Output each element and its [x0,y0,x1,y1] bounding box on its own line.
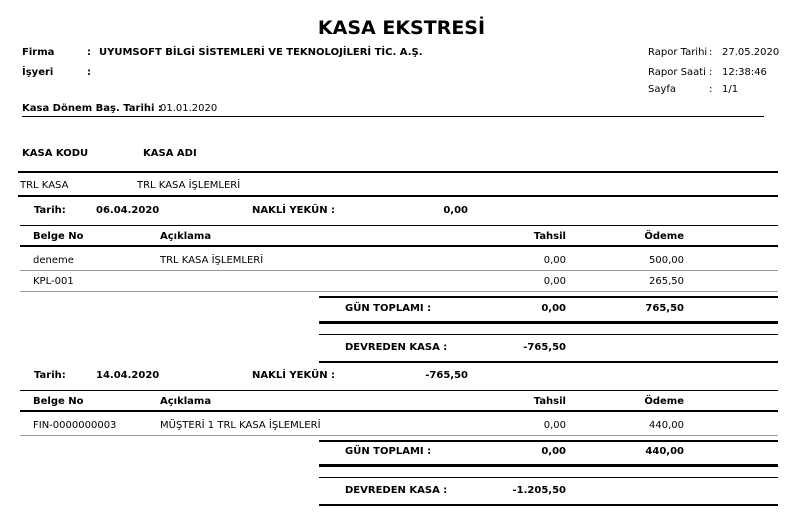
row-odeme: 265,50 [649,276,684,287]
gun-toplami-odeme: 440,00 [645,446,684,457]
col-tahsil: Tahsil [533,396,566,407]
header-divider [22,116,764,117]
row-belge-no: deneme [33,255,74,266]
row-aciklama: TRL KASA İŞLEMLERİ [160,255,264,266]
table-top-line [20,225,778,226]
nakli-yekun-value: -765,50 [425,370,468,381]
col-belge-no: Belge No [33,231,84,242]
report-title: KASA EKSTRESİ [317,17,486,39]
devreden-kasa-value: -765,50 [523,342,566,353]
gun-toplami-tahsil: 0,00 [541,303,566,314]
devreden-kasa-label: DEVREDEN KASA : [345,342,448,353]
row-belge-no: FIN-0000000003 [33,420,117,431]
devreden-bottom-line [319,361,778,363]
group-date: 14.04.2020 [96,370,160,381]
isyeri-colon: : [87,67,91,78]
donem-label: Kasa Dönem Baş. Tarihi : [22,103,162,114]
col-belge-no: Belge No [33,396,84,407]
firma-value: UYUMSOFT BİLGİ SİSTEMLERİ VE TEKNOLOJİLERİ TİC. A.Ş. [99,47,423,58]
col-odeme: Ödeme [644,231,684,242]
row-divider [20,435,778,436]
devreden-kasa-label: DEVREDEN KASA : [345,485,448,496]
gun-toplami-bottom-line [319,464,778,467]
row-odeme: 440,00 [649,420,684,431]
devreden-top-line [319,477,778,478]
gun-toplami-top-line [319,296,778,298]
table-top-line [20,390,778,391]
gun-toplami-top-line [319,440,778,442]
tarih-label: Tarih: [34,205,66,216]
rapor-tarihi-label: Rapor Tarihi [648,47,708,58]
table-header-line [20,245,778,247]
rapor-saati-label: Rapor Saati [648,67,706,78]
gun-toplami-label: GÜN TOPLAMI : [345,303,432,314]
firma-label: Firma [22,47,55,58]
row-belge-no: KPL-001 [33,276,74,287]
devreden-top-line [319,334,778,335]
gun-toplami-bottom-line [319,321,778,324]
rapor-saati-value: 12:38:46 [722,67,767,78]
row-tahsil: 0,00 [543,276,566,287]
kasa-adi-header: KASA ADI [143,148,197,159]
table-header-line [20,410,778,412]
donem-value: 01.01.2020 [160,103,218,114]
row-divider [20,270,778,271]
sayfa-value: 1/1 [722,84,739,95]
col-tahsil: Tahsil [533,231,566,242]
rapor-saati-colon: : [709,67,713,78]
devreden-bottom-line [319,504,778,506]
row-tahsil: 0,00 [543,255,566,266]
isyeri-label: İşyeri [22,67,54,78]
kasa-adi: TRL KASA İŞLEMLERİ [137,180,241,191]
tarih-label: Tarih: [34,370,66,381]
devreden-kasa-value: -1.205,50 [512,485,566,496]
kasa-kodu-header: KASA KODU [22,148,89,159]
nakli-yekun-value: 0,00 [443,205,468,216]
nakli-yekun-label: NAKLİ YEKÜN : [252,205,336,216]
kasa-kodu: TRL KASA [20,180,69,191]
kasa-divider [18,195,778,197]
kasa-header-divider [18,171,778,173]
row-aciklama: MÜŞTERİ 1 TRL KASA İŞLEMLERİ [160,420,321,431]
col-aciklama: Açıklama [160,396,212,407]
sayfa-label: Sayfa [648,84,677,95]
row-odeme: 500,00 [649,255,684,266]
rapor-tarihi-colon: : [709,47,713,58]
row-tahsil: 0,00 [543,420,566,431]
gun-toplami-tahsil: 0,00 [541,446,566,457]
col-odeme: Ödeme [644,396,684,407]
sayfa-colon: : [709,84,713,95]
gun-toplami-odeme: 765,50 [645,303,684,314]
row-divider [20,291,778,292]
gun-toplami-label: GÜN TOPLAMI : [345,446,432,457]
firma-colon: : [87,47,91,58]
col-aciklama: Açıklama [160,231,212,242]
nakli-yekun-label: NAKLİ YEKÜN : [252,370,336,381]
group-date: 06.04.2020 [96,205,160,216]
rapor-tarihi-value: 27.05.2020 [722,47,780,58]
